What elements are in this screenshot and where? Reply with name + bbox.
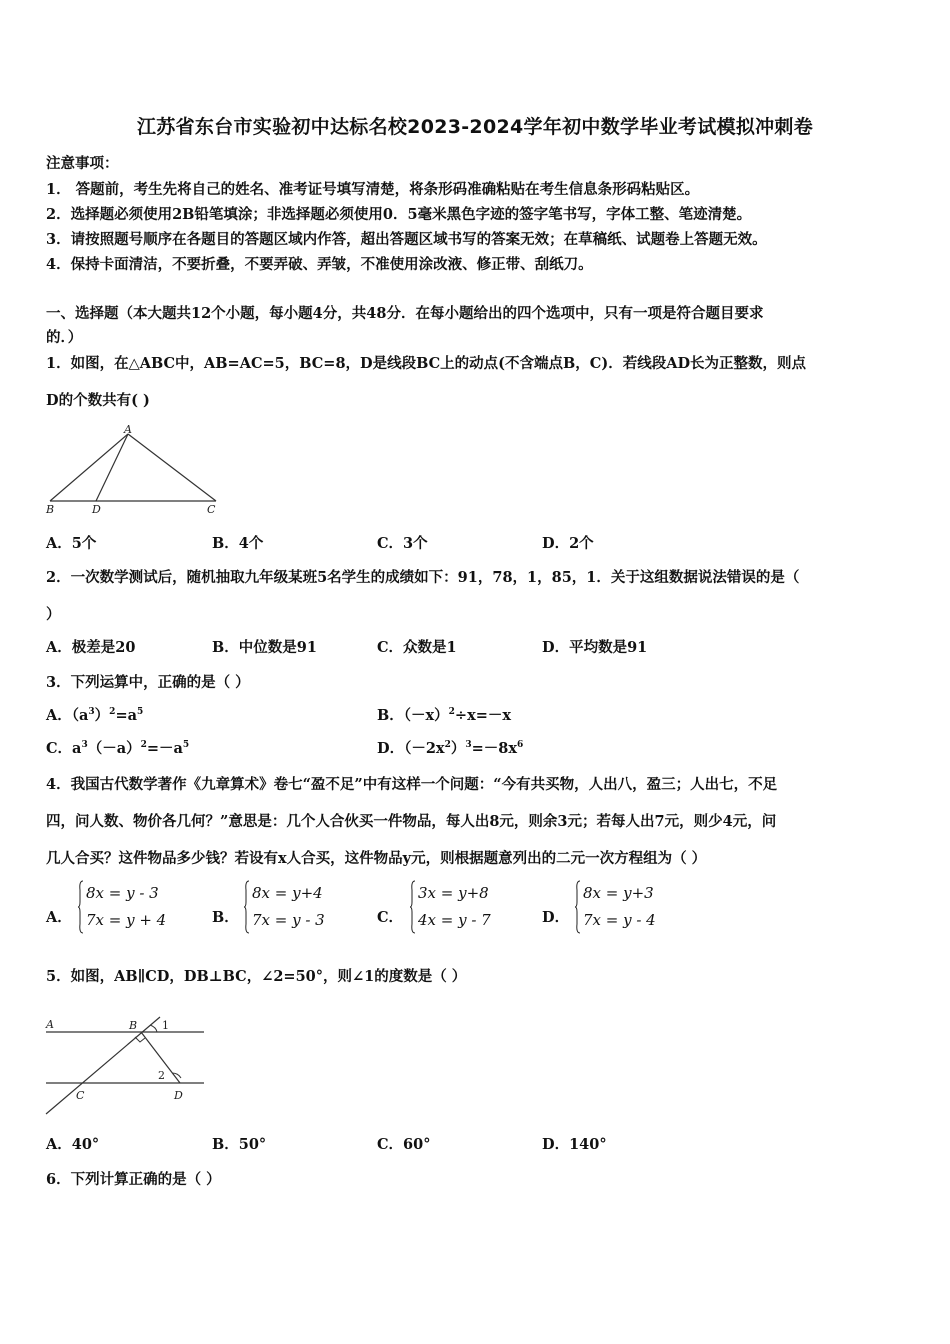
q2-option-c: C．众数是1 — [377, 639, 457, 656]
notice-item: 3．请按照题号顺序在各题目的答题区域内作答，超出答题区域书写的答案无效；在草稿纸、试题卷上答题无效。 — [46, 231, 767, 248]
page-title: 江苏省东台市实验初中达标名校2023-2024学年初中数学毕业考试模拟冲刺卷 — [136, 116, 814, 138]
q4-option-d-label: D． — [542, 909, 570, 926]
q4-stem: 4．我国古代数学著作《九章算术》卷七“盈不足”中有这样一个问题：“今有共买物，人出八，盈三；人出七，不足 — [46, 776, 778, 793]
label-a: A — [46, 1018, 54, 1031]
q1-stem-cont: D的个数共有( ) — [46, 392, 150, 409]
label-d: D — [174, 1089, 183, 1102]
angle-1-arc — [150, 1025, 157, 1032]
q6-stem: 6．下列计算正确的是（ ） — [46, 1171, 221, 1188]
q5-stem: 5．如图，AB∥CD，DB⊥BC，∠2=50°，则∠1的度数是（ ） — [46, 968, 467, 985]
label-2: 2 — [158, 1069, 165, 1082]
label-b: B — [46, 503, 55, 516]
notice-item: 1． 答题前，考生先将自己的姓名、准考证号填写清楚，将条形码准确粘贴在考生信息条形码粘贴区。 — [46, 181, 700, 198]
label-a: A — [124, 424, 132, 436]
q2-option-d: D．平均数是91 — [542, 639, 648, 656]
notice-item: 4．保持卡面清洁，不要折叠，不要弄破、弄皱，不准使用涂改液、修正带、刮纸刀。 — [46, 256, 593, 273]
segment-ac — [128, 434, 216, 501]
label-d: D — [92, 503, 101, 516]
brace-icon — [78, 880, 84, 934]
q1-option-a: A．5个 — [46, 535, 97, 552]
segment-ad — [96, 434, 128, 501]
q3-option-d: D．$(-2x^2)^3=-8x^6$ — [377, 740, 524, 757]
q3-option-c: C．$a^3(-a)^2=-a^5$ — [46, 740, 190, 757]
q1-option-d: D．2个 — [542, 535, 594, 552]
section-heading: 一、选择题（本大题共12个小题，每小题4分，共48分．在每小题给出的四个选项中，只有一项是符合题目要求 — [46, 305, 764, 322]
brace-icon — [575, 880, 581, 934]
label-1: 1 — [162, 1019, 169, 1032]
q4-option-b-system: 8x = y+4 7x = y - 3 — [244, 884, 354, 936]
q5-parallel-lines-figure — [44, 1010, 209, 1118]
q3-option-a: A．$(a^3)^2=a^5$ — [46, 707, 144, 724]
q2-option-b: B．中位数是91 — [212, 639, 317, 656]
brace-icon — [244, 880, 250, 934]
q4-option-a-system: 8x = y - 3 7x = y + 4 — [78, 884, 188, 936]
q5-option-d: D．140° — [542, 1136, 607, 1153]
q1-option-b: B．4个 — [212, 535, 264, 552]
label-c: C — [76, 1089, 85, 1102]
q4-stem-cont: 几人合买？这件物品多少钱？若设有x人合买，这件物品y元，则根据题意列出的二元一次方程组为（ ） — [46, 850, 707, 867]
brace-icon — [410, 880, 416, 934]
q2-stem-cont: ） — [46, 606, 61, 623]
q4-stem-cont: 四，问人数、物价各几何？”意思是：几个人合伙买一件物品，每人出8元，则余3元；若每人出7元，则少4元，问 — [46, 813, 777, 830]
notice-heading: 注意事项： — [46, 155, 119, 172]
q4-option-b-label: B． — [212, 909, 239, 926]
q1-option-c: C．3个 — [377, 535, 428, 552]
label-c: C — [207, 503, 216, 516]
q3-option-b: B．$(-x)^2\div x=-x$ — [377, 707, 512, 724]
q2-option-a: A．极差是20 — [46, 639, 136, 656]
q2-stem: 2．一次数学测试后，随机抽取九年级某班5名学生的成绩如下：91，78，1，85，1．关于这组数据说法错误的是（ — [46, 569, 800, 586]
q5-option-c: C．60° — [377, 1136, 431, 1153]
segment-ab — [50, 434, 128, 501]
notice-item: 2．选择题必须使用2B铅笔填涂；非选择题必须使用0．5毫米黑色字迹的签字笔书写，字体工整、笔迹清楚。 — [46, 206, 752, 223]
q4-option-c-label: C． — [377, 909, 404, 926]
q1-stem: 1．如图，在△ABC中，AB=AC=5，BC=8，D是线段BC上的动点(不含端点B，C)．若线段AD长为正整数，则点 — [46, 355, 807, 372]
q4-option-a-label: A． — [46, 909, 72, 926]
q3-stem: 3．下列运算中，正确的是（ ） — [46, 674, 250, 691]
q5-option-a: A．40° — [46, 1136, 100, 1153]
q5-option-b: B．50° — [212, 1136, 267, 1153]
label-b: B — [129, 1019, 138, 1032]
q4-option-d-system: 8x = y+3 7x = y - 4 — [575, 884, 685, 936]
q4-option-c-system: 3x = y+8 4x = y - 7 — [410, 884, 520, 936]
q1-triangle-figure — [44, 424, 224, 516]
section-heading-cont: 的．） — [46, 329, 83, 346]
